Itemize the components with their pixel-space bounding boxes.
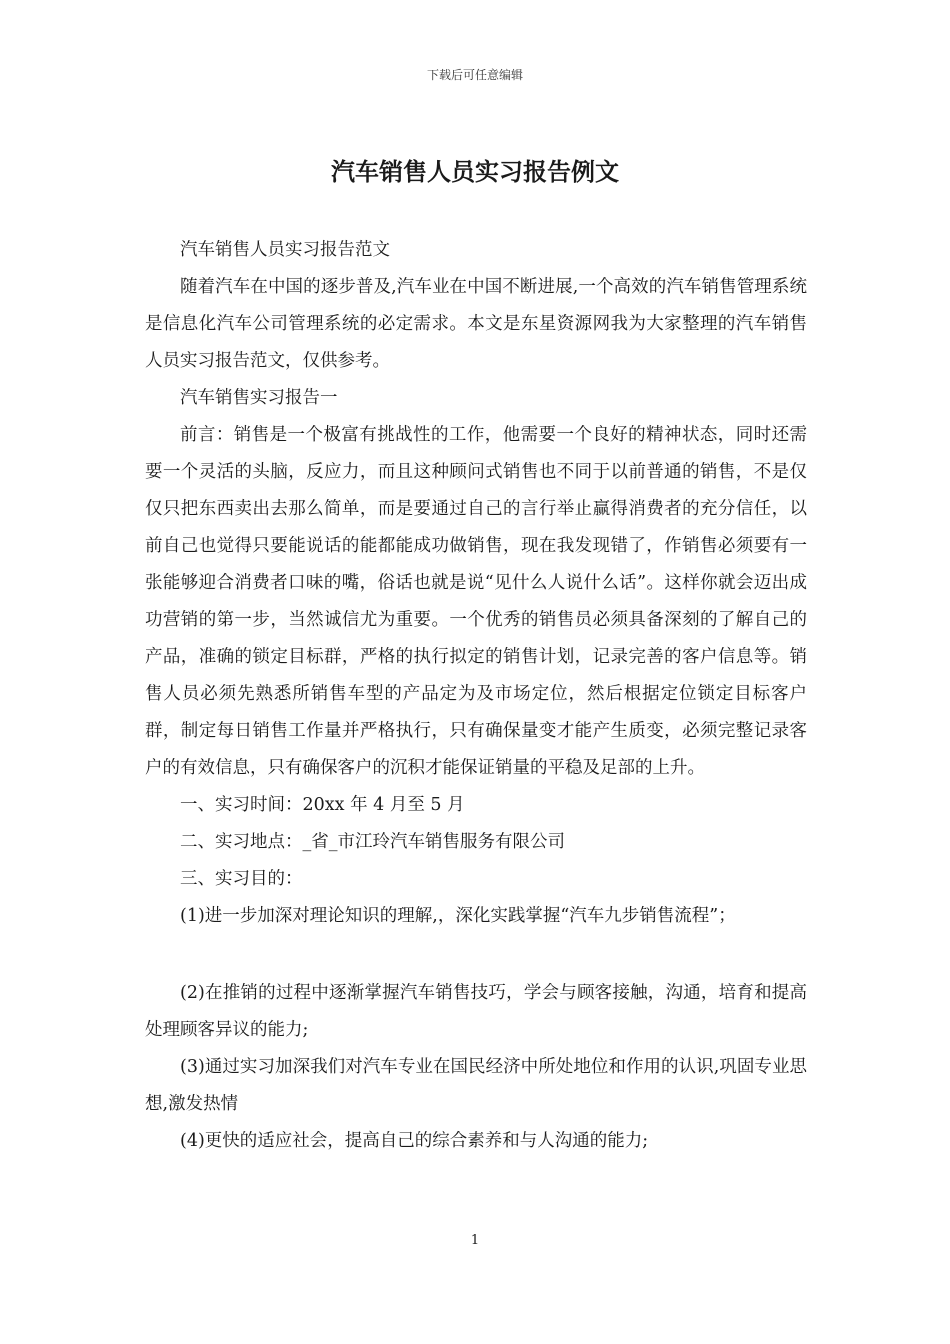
paragraph-report-heading: 汽车销售实习报告一 — [180, 388, 338, 408]
paragraph-subtitle: 汽车销售人员实习报告范文 — [180, 240, 390, 260]
paragraph-internship-time: 一、实习时间：20xx 年 4 月至 5 月 — [180, 795, 465, 815]
document-body — [145, 232, 807, 1160]
page-number: 1 — [470, 1233, 480, 1248]
paragraph-purpose-item-1: (1)进一步加深对理论知识的理解,，深化实践掌握“汽车九步销售流程”； — [180, 906, 736, 926]
paragraph-internship-location: 二、实习地点：_省_市江玲汽车销售服务有限公司 — [180, 832, 565, 852]
paragraph-purpose-item-2: (2)在推销的过程中逐渐掌握汽车销售技巧，学会与顾客接触，沟通，培育和提高处理顾客异议的能力; — [145, 983, 807, 1040]
paragraph-preface: 前言：销售是一个极富有挑战性的工作，他需要一个良好的精神状态，同时还需要一个灵活的头脑，反应力，而且这种顾问式销售也不同于以前普通的销售，不是仅仅只把东西卖出去那么简单，而是要通过自己的言行举止赢得消费者的充分信任，以前自己也觉得只要能说话的能都能成功做销售，现在我发现错了，作销售必须要有一张能够迎合消费者口味的嘴，俗话也就是说“见什么人说什么话”。这样你就会迈出成功营销的第一步，当然诚信尤为重要。一个优秀的销售员必须具备深刻的了解自己的产品，准确的锁定目标群，严格的执行拟定的销售计划，记录完善的客户信息等。销售人员必须先熟悉所销售车型的产品定为及市场定位，然后根据定位锁定目标客户群，制定每日销售工作量并严格执行，只有确保量变才能产生质变，必须完整记录客户的有效信息，只有确保客户的沉积才能保证销量的平稳及足部的上升。 — [145, 425, 807, 778]
paragraph-purpose-item-3: (3)通过实习加深我们对汽车专业在国民经济中所处地位和作用的认识,巩固专业思想,激发热情 — [145, 1057, 807, 1114]
paragraph-internship-purpose: 三、实习目的： — [180, 869, 303, 889]
header-note: 下载后可任意编辑 — [426, 68, 523, 82]
paragraph-purpose-item-4: (4)更快的适应社会，提高自己的综合素养和与人沟通的能力; — [180, 1131, 649, 1151]
paragraph-intro: 随着汽车在中国的逐步普及,汽车业在中国不断进展,一个高效的汽车销售管理系统是信息化汽车公司管理系统的必定需求。本文是东星资源网我为大家整理的汽车销售人员实习报告范文，仅供参考。 — [145, 277, 807, 371]
document-title: 汽车销售人员实习报告例文 — [331, 157, 619, 186]
